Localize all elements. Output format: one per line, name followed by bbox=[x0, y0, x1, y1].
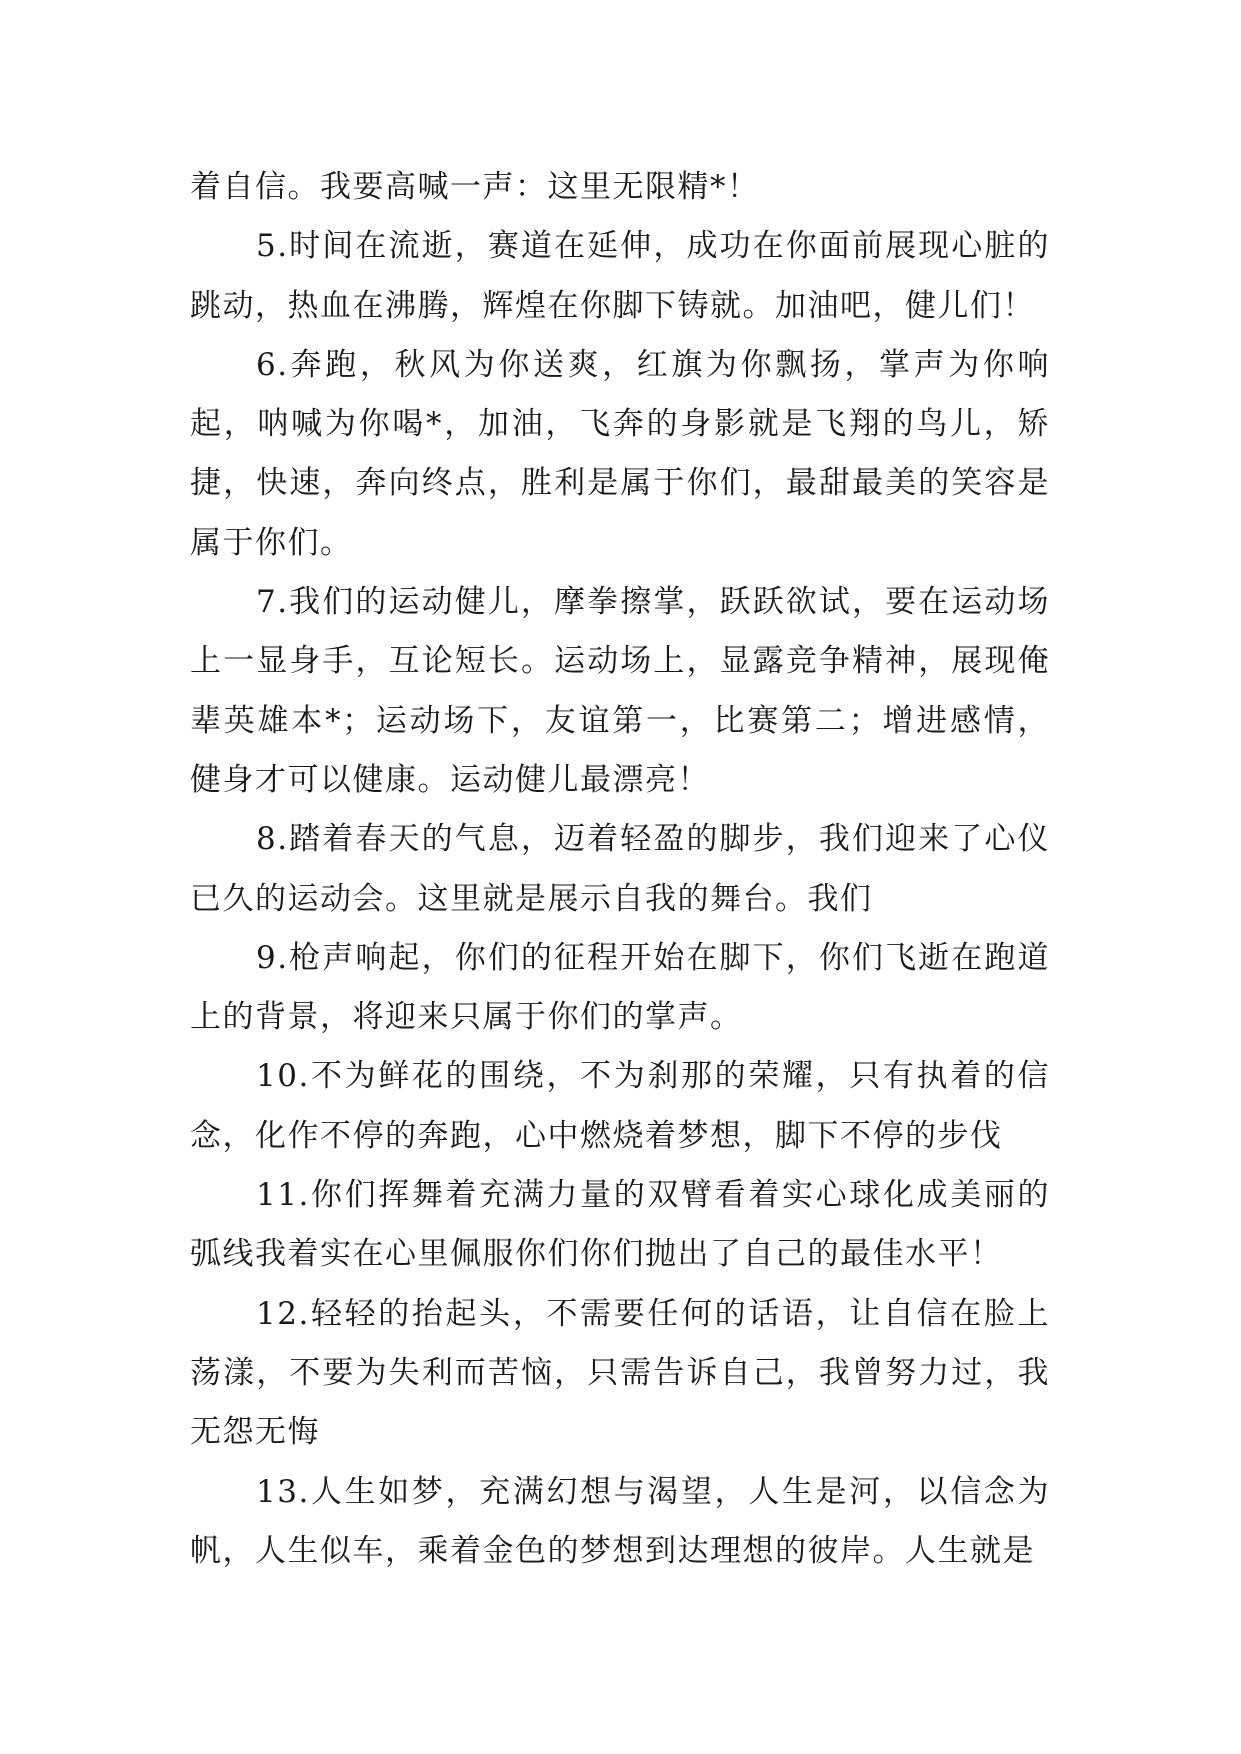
paragraph-item-11: 11.你们挥舞着充满力量的双臂看着实心球化成美丽的弧线我着实在心里佩服你们你们抛出了自己的最佳水平！ bbox=[190, 1177, 1050, 1273]
paragraph-item-12: 12.轻轻的抬起头，不需要任何的话语，让自信在脸上荡漾，不要为失利而苦恼，只需告诉自己，我曾努力过，我无怨无悔 bbox=[190, 1295, 1050, 1451]
paragraph-item-7: 7.我们的运动健儿，摩拳擦掌，跃跃欲试，要在运动场上一显身手，互论短长。运动场上，显露竞争精神，展现俺辈英雄本*；运动场下，友谊第一，比赛第二；增进感情，健身才可以健康。运动健儿最漂亮！ bbox=[190, 584, 1050, 798]
document-body bbox=[190, 158, 1050, 1581]
paragraph-item-8: 8.踏着春天的气息，迈着轻盈的脚步，我们迎来了心仪已久的运动会。这里就是展示自我的舞台。我们 bbox=[190, 821, 1050, 917]
paragraph-item-5: 5.时间在流逝，赛道在延伸，成功在你面前展现心脏的跳动，热血在沸腾，辉煌在你脚下铸就。加油吧，健儿们！ bbox=[190, 228, 1050, 324]
paragraph-item-9: 9.枪声响起，你们的征程开始在脚下，你们飞逝在跑道上的背景，将迎来只属于你们的掌声。 bbox=[190, 939, 1050, 1036]
paragraph-item-13: 13.人生如梦，充满幻想与渴望，人生是河，以信念为帆，人生似车，乘着金色的梦想到达理想的彼岸。人生就是 bbox=[190, 1473, 1050, 1569]
paragraph-continuation: 着自信。我要高喊一声：这里无限精*！ bbox=[190, 169, 760, 205]
paragraph-item-10: 10.不为鲜花的围绕，不为刹那的荣耀，只有执着的信念，化作不停的奔跑，心中燃烧着梦想，脚下不停的步伐 bbox=[190, 1058, 1050, 1154]
paragraph-item-6: 6.奔跑，秋风为你送爽，红旗为你飘扬，掌声为你响起，呐喊为你喝*，加油，飞奔的身影就是飞翔的鸟儿，矫捷，快速，奔向终点，胜利是属于你们，最甜最美的笑容是属于你们。 bbox=[190, 346, 1050, 561]
